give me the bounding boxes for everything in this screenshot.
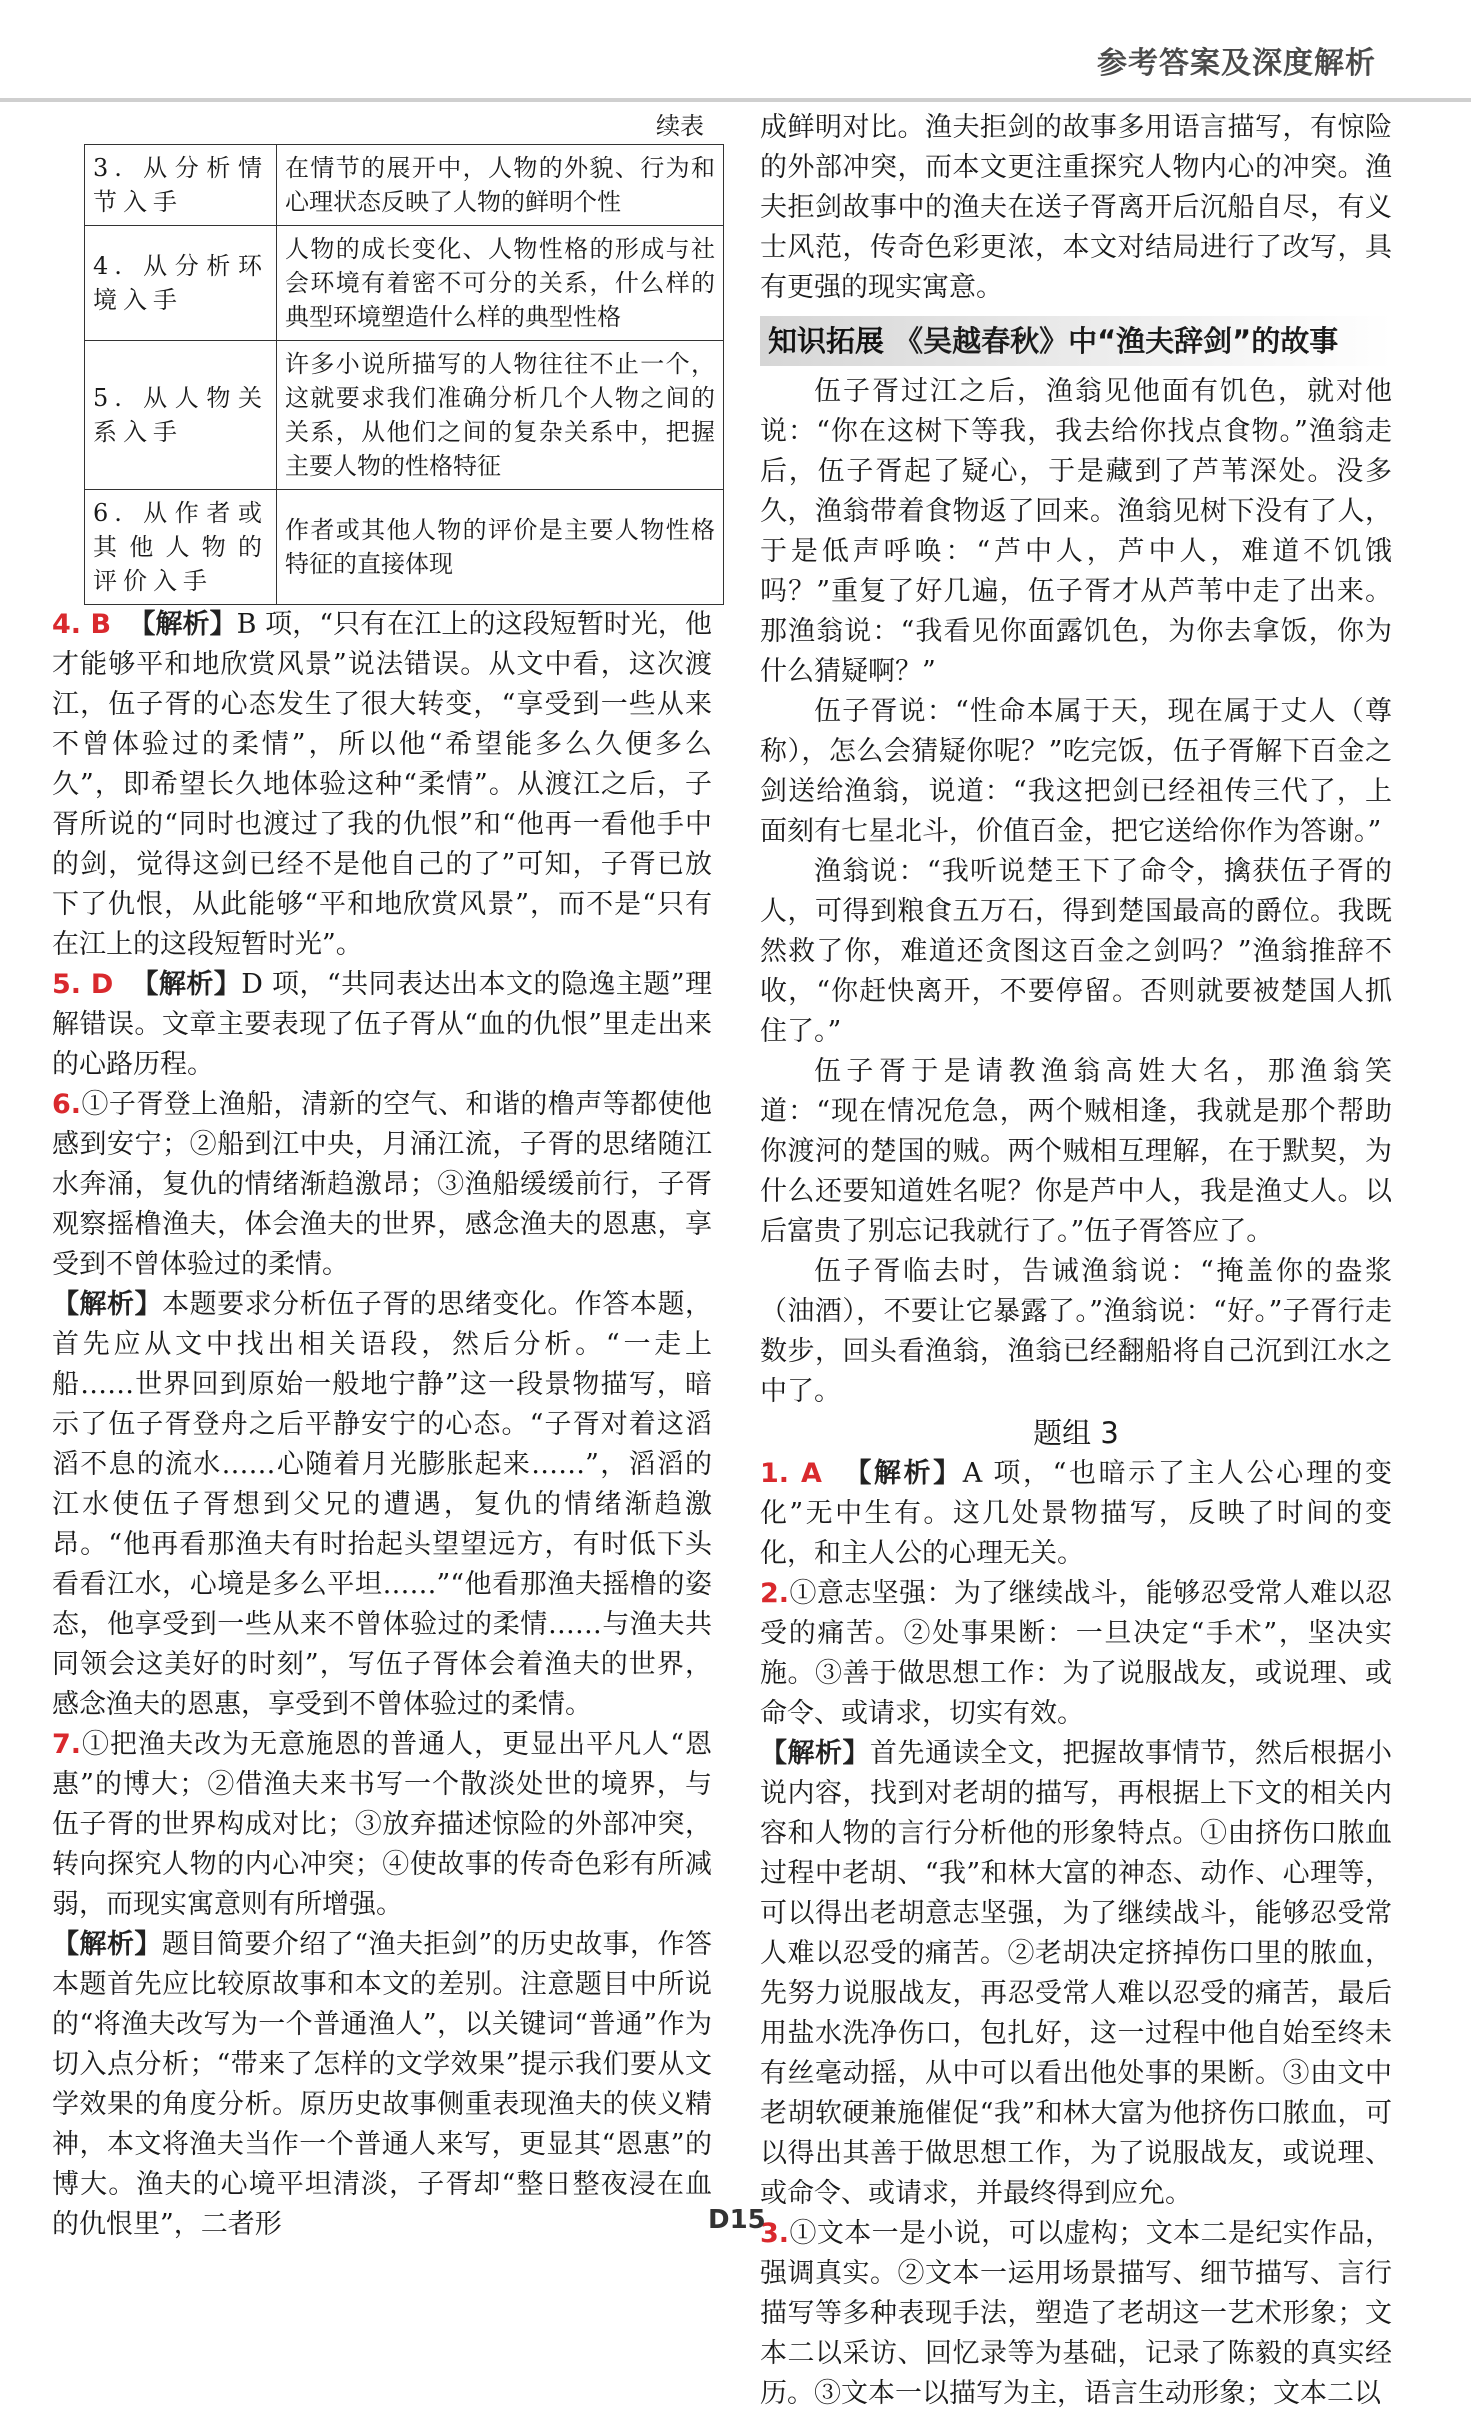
answer-g2 bbox=[760, 1574, 1392, 1734]
table-row bbox=[85, 490, 724, 605]
answer-text: ①子胥登上渔船，清新的空气、和谐的橹声等都使他感到安宁；②船到江中央，月涌江流，子胥的思绪随江水奔涌，复仇的情绪渐趋激昂；③渔船缓缓前行，子胥观察摇橹渔夫，体会渔夫的世界，感念渔夫的恩惠，享受到不曾体验过的柔情。 bbox=[52, 1089, 712, 1280]
answer-q5 bbox=[52, 965, 712, 1085]
story-paragraph: 伍子胥说：“性命本属于天，现在属于丈人（尊称），怎么会猜疑你呢？”吃完饭，伍子胥解下百金之剑送给渔翁，说道：“我这把剑已经祖传三代了，上面刻有七星北斗，价值百金，把它送给你作为答谢。” bbox=[760, 696, 1392, 847]
extension-heading: 《吴越春秋》中“渔夫辞剑”的故事 bbox=[894, 324, 1339, 358]
group-title: 题组 3 bbox=[1033, 1416, 1119, 1450]
analysis-text: 首先通读全文，把握故事情节，然后根据小说内容，找到对老胡的描写，再根据上下文的相关内容和人物的言行分析他的形象特点。①由挤伤口脓血过程中老胡、“我”和林大富的神态、动作、心理等，可以得出老胡意志坚强，为了继续战斗，能够忍受常人难以忍受的痛苦。②老胡决定挤掉伤口里的脓血，先努力说服战友，再忍受常人难以忍受的痛苦，最后用盐水洗净伤口，包扎好，这一过程中他自始至终未有丝毫动摇，从中可以看出他处事的果断。③由文中老胡软硬兼施催促“我”和林大富为他挤伤口脓血，可以得出其善于做思想工作，为了说服战友，或说理、或命令、或请求，并最终得到应允。 bbox=[760, 1738, 1392, 2209]
table-continued-label: 续表 bbox=[656, 112, 704, 140]
analysis-tag: 【解析】 bbox=[131, 969, 242, 1000]
answer-q6 bbox=[52, 1085, 712, 1285]
table-row bbox=[85, 226, 724, 341]
question-number: 7. bbox=[52, 1729, 82, 1760]
table-cell-desc: 许多小说所描写的人物往往不止一个，这就要求我们准确分析几个人物之间的关系，从他们之间的复杂关系中，把握主要人物的性格特征 bbox=[277, 341, 724, 490]
story-paragraph: 伍子胥过江之后，渔翁见他面有饥色，就对他说：“你在这树下等我，我去给你找点食物。”渔翁走后，伍子胥起了疑心，于是藏到了芦苇深处。没多久，渔翁带着食物返了回来。渔翁见树下没有了人，于是低声呼唤：“芦中人，芦中人，难道不饥饿吗？”重复了好几遍，伍子胥才从芦苇中走了出来。那渔翁说：“我看见你面露饥色，为你去拿饭，你为什么猜疑啊？” bbox=[760, 376, 1392, 687]
answer-text: ①意志坚强：为了继续战斗，能够忍受常人难以忍受的痛苦。②处事果断：一旦决定“手术”，坚决实施。③善于做思想工作：为了说服战友，或说理、或命令、或请求，切实有效。 bbox=[760, 1578, 1392, 1729]
analysis-tag: 【解析】 bbox=[52, 1289, 163, 1320]
question-number: 4. B bbox=[52, 609, 112, 640]
left-column bbox=[52, 108, 715, 2245]
answer-q4 bbox=[52, 605, 712, 965]
analysis-text: 题目简要介绍了“渔夫拒剑”的历史故事，作答本题首先应比较原故事和本文的差别。注意题目中所说的“将渔夫改写为一个普通渔人”，以关键词“普通”作为切入点分析；“带来了怎样的文学效果”提示我们要从文学效果的角度分析。原历史故事侧重表现渔夫的侠义精神，本文将渔夫当作一个普通人来写，更显其“恩惠”的博大。渔夫的心境平坦清淡，子胥却“整日整夜浸在血的仇恨里”，二者形 bbox=[52, 1929, 713, 2240]
table-cell-method: 5. 从人物关系入手 bbox=[85, 341, 277, 490]
analysis-text: 本题要求分析伍子胥的思绪变化。作答本题，首先应从文中找出相关语段，然后分析。“一走上船……世界回到原始一般地宁静”这一段景物描写，暗示了伍子胥登舟之后平静安宁的心态。“子胥对着这滔滔不息的流水……心随着月光膨胀起来……”，滔滔的江水使伍子胥想到父兄的遭遇，复仇的情绪渐趋激昂。“他再看那渔夫有时抬起头望望远方，有时低下头看看江水，心境是多么平坦……”“他看那渔夫摇橹的姿态，他享受到一些从来不曾体验过的柔情……与渔夫共同领会这美好的时刻”，写伍子胥体会着渔夫的世界，感念渔夫的恩惠，享受到不曾体验过的柔情。 bbox=[52, 1289, 713, 1720]
page-header bbox=[0, 0, 1471, 102]
header-title: 参考答案及深度解析 bbox=[1097, 46, 1376, 81]
analysis-tag: 【解析】 bbox=[760, 1738, 870, 1769]
answer-text: ①把渔夫改为无意施恩的普通人，更显出平凡人“恩惠”的博大；②借渔夫来书写一个散淡处世的境界，与伍子胥的世界构成对比；③放弃描述惊险的外部冲突，转向探究人物的内心冲突；④使故事的传奇色彩有所减弱，而现实寓意则有所增强。 bbox=[52, 1729, 712, 1920]
method-table bbox=[84, 144, 724, 605]
continued-text: 成鲜明对比。渔夫拒剑的故事多用语言描写，有惊险的外部冲突，而本文更注重探究人物内心的冲突。渔夫拒剑故事中的渔夫在送子胥离开后沉船自尽，有义士风范，传奇色彩更浓，本文对结局进行了改写，具有更强的现实寓意。 bbox=[760, 112, 1392, 303]
table-cell-desc: 人物的成长变化、人物性格的形成与社会环境有着密不可分的关系，什么样的典型环境塑造什么样的典型性格 bbox=[277, 226, 724, 341]
table-cell-desc: 作者或其他人物的评价是主要人物性格特征的直接体现 bbox=[277, 490, 724, 605]
question-number: 5. D bbox=[52, 969, 114, 1000]
analysis-q6 bbox=[52, 1285, 712, 1725]
extension-label: 知识拓展 bbox=[768, 324, 885, 358]
question-number: 1. A bbox=[760, 1458, 822, 1489]
knowledge-extension-title bbox=[760, 316, 1392, 366]
analysis-tag: 【解析】 bbox=[128, 609, 237, 640]
story-paragraph: 伍子胥临去时，告诫渔翁说：“掩盖你的盎浆（油酒），不要让它暴露了。”渔翁说：“好。”子胥行走数步，回头看渔翁，渔翁已经翻船将自己沉到江水之中了。 bbox=[760, 1256, 1392, 1407]
table-cell-desc: 在情节的展开中，人物的外貌、行为和心理状态反映了人物的鲜明个性 bbox=[277, 145, 724, 226]
right-column bbox=[760, 108, 1392, 2414]
question-number: 2. bbox=[760, 1578, 790, 1609]
analysis-g2 bbox=[760, 1734, 1392, 2214]
answer-q7 bbox=[52, 1725, 712, 1925]
answer-g3 bbox=[760, 2214, 1392, 2414]
table-cell-method: 3. 从分析情节入手 bbox=[85, 145, 277, 226]
story-paragraph: 渔翁说：“我听说楚王下了命令，擒获伍子胥的人，可得到粮食五万石，得到楚国最高的爵位。我既然救了你，难道还贪图这百金之剑吗？”渔翁推辞不收，“你赶快离开，不要停留。否则就要被楚国人抓住了。” bbox=[760, 856, 1392, 1047]
table-cell-method: 6. 从作者或其他人物的评价入手 bbox=[85, 490, 277, 605]
story-paragraph: 伍子胥于是请教渔翁高姓大名，那渔翁笑道：“现在情况危急，两个贼相逢，我就是那个帮助你渡河的楚国的贼。两个贼相互理解，在于默契，为什么还要知道姓名呢？你是芦中人，我是渔丈人。以后富贵了别忘记我就行了。”伍子胥答应了。 bbox=[760, 1056, 1392, 1247]
table-row bbox=[85, 341, 724, 490]
analysis-tag: 【解析】 bbox=[52, 1929, 162, 1960]
answer-g1 bbox=[760, 1454, 1392, 1574]
answer-text: A 项，“也暗示了主人公心理的变化”无中生有。这几处景物描写，反映了时间的变化，和主人公的心理无关。 bbox=[760, 1458, 1393, 1569]
page-number: D15 bbox=[708, 2205, 766, 2235]
answer-text: B 项，“只有在江上的这段短暂时光，他才能够平和地欣赏风景”说法错误。从文中看，这次渡江，伍子胥的心态发生了很大转变，“享受到一些从来不曾体验过的柔情”，所以他“希望能多么久便多么久”，即希望长久地体验这种“柔情”。从渡江之后，子胥所说的“同时也渡过了我的仇恨”和“他再一看他手中的剑，觉得这剑已经不是他自己的了”可知，子胥已放下了仇恨，从此能够“平和地欣赏风景”，而不是“只有在江上的这段短暂时光”。 bbox=[52, 609, 712, 960]
answer-text: ①文本一是小说，可以虚构；文本二是纪实作品，强调真实。②文本一运用场景描写、细节描写、言行描写等多种表现手法，塑造了老胡这一艺术形象；文本二以采访、回忆录等为基础，记录了陈毅的真实经历。③文本一以描写为主，语言生动形象；文本二以 bbox=[760, 2218, 1392, 2409]
table-cell-method: 4. 从分析环境入手 bbox=[85, 226, 277, 341]
question-number: 6. bbox=[52, 1089, 82, 1120]
question-number: 3. bbox=[760, 2218, 790, 2249]
analysis-tag: 【解析】 bbox=[844, 1458, 963, 1489]
table-row bbox=[85, 145, 724, 226]
analysis-q7 bbox=[52, 1925, 712, 2245]
answer-text: D 项，“共同表达出本文的隐逸主题”理解错误。文章主要表现了伍子胥从“血的仇恨”里走出来的心路历程。 bbox=[52, 969, 712, 1080]
